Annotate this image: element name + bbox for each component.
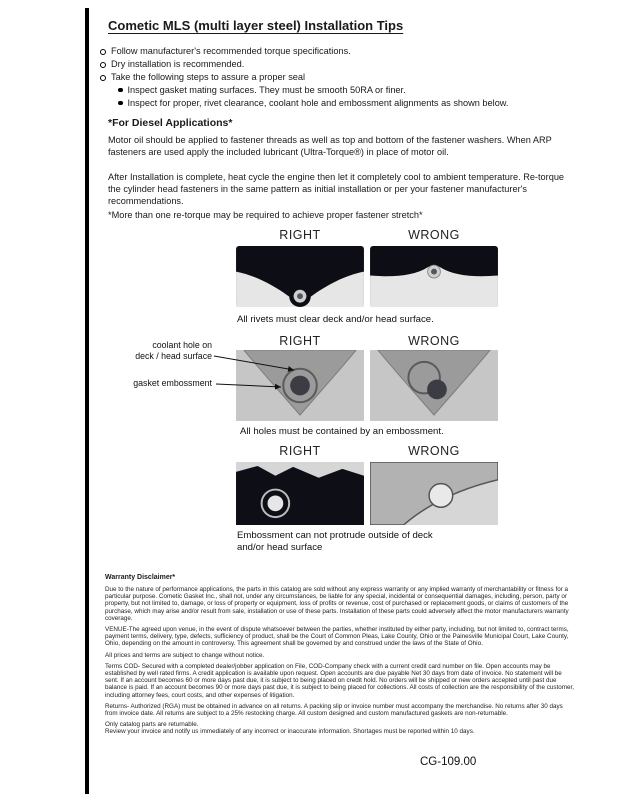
diesel-paragraph: Motor oil should be applied to fastener threads as well as top and bottom of the fastener washers. When ARP fasteners are used apply the included lubricant (Ultra-Torque®) in place of motor oil. <box>108 135 552 158</box>
list-item <box>118 84 570 96</box>
filled-bullet-icon <box>118 88 123 93</box>
open-bullet-icon <box>100 62 106 68</box>
coolant-hole-label <box>120 340 212 361</box>
right-label: RIGHT <box>279 444 321 458</box>
tip-text: Take the following steps to assure a proper seal <box>111 72 306 82</box>
disclaimer-paragraph: Returns- Authorized (RGA) must be obtained in advance on all returns. A packing slip or invoice number must accompany the merchandise. No returns after 30 days from invoice date. All returns are subject to a 25% restocking charge. All custom designed and custom manufactured gaskets are non-returnable. <box>105 702 563 718</box>
list-item <box>100 71 570 83</box>
disclaimer-paragraph: All prices and terms are subject to change without notice. <box>105 651 265 659</box>
rivet-wrong-diagram <box>370 246 498 307</box>
installation-tips-list <box>100 45 570 110</box>
disclaimer-paragraph: Review your invoice and notify us immediately of any incorrect or inaccurate information. Shortages must be reported within 10 days. <box>105 728 475 736</box>
warranty-disclaimer <box>105 574 575 740</box>
wrong-label: WRONG <box>408 444 460 458</box>
open-bullet-icon <box>100 49 106 55</box>
tip-text: Follow manufacturer's recommended torque specifications. <box>111 46 351 56</box>
coolant-hole-label-line1: coolant hole on <box>152 340 212 350</box>
wrong-label: WRONG <box>408 228 460 242</box>
diesel-applications-heading: *For Diesel Applications* <box>108 117 233 129</box>
right-label: RIGHT <box>279 228 321 242</box>
open-bullet-icon <box>100 75 106 81</box>
rivet-right-diagram <box>236 246 364 307</box>
holes-caption: All holes must be contained by an embossment. <box>240 426 444 437</box>
coolant-hole-label-line2: deck / head surface <box>135 350 212 361</box>
tip-text: Inspect for proper, rivet clearance, coolant hole and embossment alignments as shown below. <box>127 98 509 108</box>
tip-text: Inspect gasket mating surfaces. They must be smooth 50RA or finer. <box>127 85 406 95</box>
diesel-paragraph: After Installation is complete, heat cycle the engine then let it completely cool to ambient temperature. Re-torque the cylinder head fasteners in the same pattern as initial installation or per your fastener manufacturer's recommendations. <box>108 172 565 207</box>
list-item <box>100 58 570 70</box>
protrusion-caption-line2: and/or head surface <box>237 542 323 553</box>
rivet-caption: All rivets must clear deck and/or head surface. <box>237 314 434 325</box>
embossment-right-diagram <box>236 350 364 421</box>
gasket-embossment-label: gasket embossment <box>133 378 212 388</box>
diagram-section <box>0 228 618 568</box>
protrusion-wrong-diagram <box>370 462 498 525</box>
filled-bullet-icon <box>118 101 123 106</box>
protrusion-right-diagram <box>236 462 364 525</box>
right-label: RIGHT <box>279 334 321 348</box>
list-item <box>100 45 570 57</box>
tip-text: Dry installation is recommended. <box>111 59 245 69</box>
page-title: Cometic MLS (multi layer steel) Installation Tips <box>108 18 404 33</box>
wrong-label: WRONG <box>408 334 460 348</box>
disclaimer-paragraph: Only catalog parts are returnable. <box>105 721 199 729</box>
disclaimer-heading: Warranty Disclaimer* <box>105 574 176 581</box>
disclaimer-paragraph: Due to the nature of performance applications, the parts in this catalog are sold without any express warranty or any implied warranty of merchantability or fitness for a particular purpose. Cometic Gasket Inc., shall not, under any circumstances, be liable for any special, incidental or consequential damages, including, person, party or property, but not limited to, damage, or loss of property or equipment, loss of profits or revenue, cost of purchased or replacement goods, or claims of customers of the purchase, which may arise and/or result from sale, installation or use of these parts. Installation of these parts could adversely affect the motor manufacturers warranty coverage. <box>105 586 569 622</box>
disclaimer-paragraph: Terms COD- Secured with a completed dealer/jobber application on File, COD-Company check with a current credit card number on file. Open accounts may be established by well rated firms. A credit application is available upon request. Open accounts are due payable Net 30 days from date of invoice. No statement will be sent. If an account becomes 60 or more days past due, it is subject to being placed on credit hold. No orders will be shipped or new orders accepted until past due balance is paid. If an account becomes 90 or more days past due, it is subject to being placed for collections. All costs of collection are the responsibility of the customer, including attorney fees, court costs, and other expenses of litigation. <box>105 662 575 699</box>
embossment-wrong-diagram <box>370 350 498 421</box>
list-item <box>118 97 570 109</box>
disclaimer-paragraph: VENUE-The agreed upon venue, in the event of dispute whatsoever between the parties, whether instituted by either party, including, but not limited to, contract terms, payment terms, delivery, type, defects, sufficiency of product, shall be the Court of Common Pleas, Lake County, Ohio or the Painesville Municipal Court, Lake County, Ohio, depending on the amount in controversy. This agreement shall be governed by and construed under the laws of the State of Ohio. <box>105 626 569 648</box>
catalog-page-code: CG-109.00 <box>420 756 477 768</box>
protrusion-caption-line1: Embossment can not protrude outside of deck <box>237 530 433 541</box>
retorque-note: *More than one re-torque may be required to achieve proper fastener stretch* <box>108 210 423 220</box>
